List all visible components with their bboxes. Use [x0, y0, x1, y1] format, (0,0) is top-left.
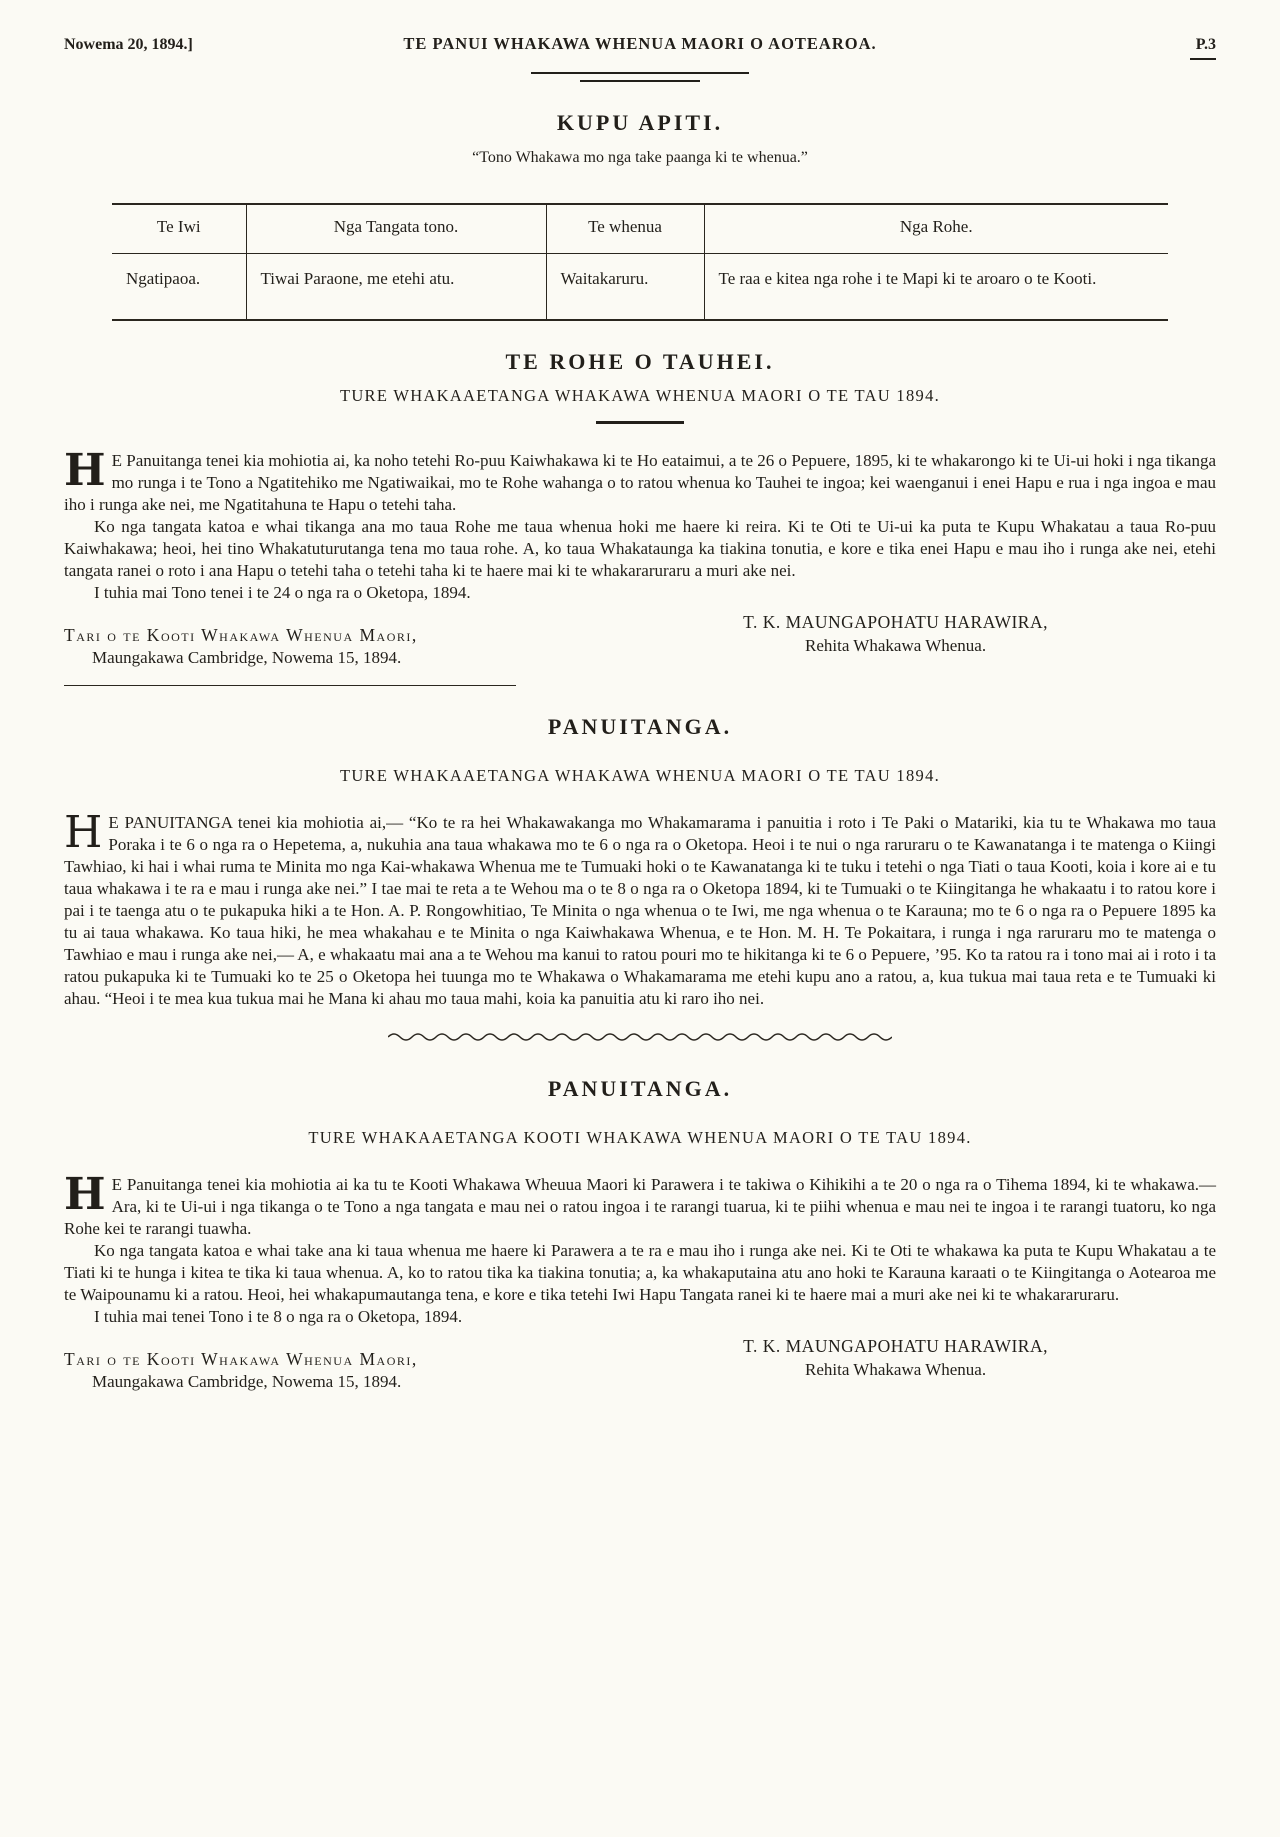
dropcap-initial: H — [64, 1169, 106, 1220]
registrar-signature — [743, 612, 1048, 668]
office-address: Maungakawa Cambridge, Nowema 15, 1894. — [92, 648, 402, 667]
masthead — [64, 34, 1216, 60]
section-kupu-apiti — [64, 110, 1216, 321]
paragraph: Ko nga tangata katoa e whai tikanga ana mo taua Rohe me taua whenua hoki me haere ki reira. Ki te Oti te Ui-ui ka puta te Kupu Whakatau a taua Ro-puu Kaiwhakawa; heoi, hei tino Whakatuturutanga tena mo taua rohe. A, ko taua Whakataunga ka tiakina tonutia, e kore e tika enei Hapu e mau iho i runga ake nei, etehi tangata ranei o roto i ana Hapu o tetehi taha o tetehi taha ki te haere mai ki te whakararuraru a muri ake nei. — [64, 517, 1216, 580]
date-line: I tuhia mai Tono tenei i te 24 o nga ra o Oketopa, 1894. — [94, 583, 471, 602]
wavy-divider-svg — [388, 1030, 892, 1043]
table-header-row — [112, 204, 1168, 254]
section-subtitle: TURE WHAKAAETANGA KOOTI WHAKAWA WHENUA MAORI O TE TAU 1894. — [308, 1128, 972, 1147]
issue-date: Nowema 20, 1894.] — [64, 36, 193, 53]
section-subtitle: TURE WHAKAAETANGA WHAKAWA WHENUA MAORI O TE TAU 1894. — [339, 386, 941, 405]
dropcap-initial: H — [64, 807, 103, 858]
column-header-tangata: Nga Tangata tono. — [246, 204, 546, 254]
wavy-divider — [64, 1030, 1216, 1048]
cell-iwi: Ngatipaoa. — [126, 269, 201, 288]
section-divider-rule — [64, 685, 516, 686]
page-number-block — [986, 36, 1216, 60]
paragraph — [64, 445, 1216, 516]
notice-body — [64, 445, 1216, 604]
subtitle-rule — [596, 421, 684, 424]
paragraph-text: E PANUITANGA tenei kia mohiotia ai,— “Ko te ra hei Whakawakanga mo Whakamarama i panuitia i roto i Te Paki o Matariki, kia tu te Whakawa mo taua Poraka i te 6 o nga ra o Hepetema, a, nukuhia ana taua whakawa mo te 6 o nga ra o Oketopa. Heoi i te nui o nga raruraru o te Kawanatanga i te matenga o Kiingi Tawhiao, ki hai i whai ruma te Minita mo nga Kai-whakawa Whenua me te Tumuaki hoki o te Kawanatanga ki te tuku i tetehi o nga Tiati o taua Kooti, koia i kore ai e tu taua whakawa i te ra e mau i runga ake nei.” I tae mai te reta a te Wehou ma o te 8 o nga ra o Oketopa 1894, ki te Tumuaki o te Kiingitanga he whakaatu i to ratou kore i pai i te taenga atu o te pukapuka hiki a te Hon. A. P. Rongowhitiao, Te Minita o nga whenua o te Iwi, me nga whenua o te Karauna; mo te 6 o nga ra o Pepuere 1895 ka tu ai taua whakawa. Ko taua hiki, he mea whakahau e te Minita o nga Kaiwhakawa Whenua, e te Hon. M. H. Te Pokaitara, i runga i nga raruraru mo te matenga o Tawhiao e mau i runga ake nei,— A, e whakaatu mai ana a te Wehou ma kanui to ratou pouri mo te hikitanga ki te 6 o Pepuere, ’95. Ko ta ratou ra i tono mai ai i roto i ta ratou pukapuka ki te Tumuaki ko te 25 o Oketopa hei tuunga mo te Whakawa o Whakamarama me etehi kupu ano a ratou, a, kua tukua mai taua reta e te Tumuaki ki ahau. “Heoi i te mea kua tukua mai he Mana ki ahau mo taua mahi, koia ka panuitia atu ki raro iho nei. — [64, 813, 1216, 1008]
paragraph — [64, 807, 1216, 1010]
paragraph — [64, 1169, 1216, 1240]
divider-rule-long — [531, 72, 749, 74]
column-header-rohe: Nga Rohe. — [704, 204, 1168, 254]
column-header-iwi: Te Iwi — [112, 204, 246, 254]
signature-block — [64, 612, 1216, 668]
gazette-title: TE PANUI WHAKAWA WHENUA MAORI O AOTEAROA. — [403, 34, 877, 53]
section-title: KUPU APITI. — [556, 110, 724, 135]
date-line: I tuhia mai tenei Tono i te 8 o nga ra o Oketopa, 1894. — [94, 1307, 463, 1326]
dropcap-initial: H — [64, 445, 106, 496]
table-row — [112, 254, 1168, 321]
office-address: Maungakawa Cambridge, Nowema 15, 1894. — [92, 1372, 402, 1391]
divider-rule-short — [580, 80, 700, 82]
masthead-divider — [64, 72, 1216, 82]
section-tauhei — [64, 349, 1216, 668]
section-title: PANUITANGA. — [547, 1076, 733, 1101]
signature-block — [64, 1336, 1216, 1392]
paragraph: Ko nga tangata katoa e whai take ana ki taua whenua me haere ki Parawera a te ra e mau iho i runga ake nei. Ki te Oti te whakawa ka puta te Kupu Whakatau a te Tiati ki te hunga i kitea te tika ki taua whenua. A, ko to ratou tika ka tiakina tonutia; a, ka whakaputaina atu ano hoki te Karauna karaati o te Kiingitanga o Aotearoa me te Waipounamu ki a ratou. Heoi, hei whakapumautanga tena, e kore e tika tetehi Iwi Hapu Tangata ranei ki te haere mai a muri ake nei ki te whakararuraru. — [64, 1241, 1216, 1304]
column-header-whenua: Te whenua — [546, 204, 704, 254]
office-block — [64, 1336, 418, 1392]
section-subtitle: TURE WHAKAAETANGA WHAKAWA WHENUA MAORI O TE TAU 1894. — [339, 766, 941, 785]
notice-body — [64, 1169, 1216, 1328]
section-panuitanga-2 — [64, 1076, 1216, 1392]
signature-name: T. K. MAUNGAPOHATU HARAWIRA, — [743, 612, 1048, 632]
office-block — [64, 612, 418, 668]
cell-tangata: Tiwai Paraone, me etehi atu. — [246, 254, 546, 321]
paragraph-text: E Panuitanga tenei kia mohiotia ai ka tu te Kooti Whakawa Wheuua Maori ki Parawera i te takiwa o Kihikihi a te 20 o nga ra o Tihema 1894, ki te whakawa.— Ara, ki te Ui-ui i nga tikanga o te Tono a nga tangata e mau nei o ratou ingoa i te rarangi tuarua, ki te piihi whenua e mau nei te ingoa i te rarangi tuatoru, ko nga Rohe kei te rarangi tuawha. — [64, 1175, 1216, 1238]
claims-table — [112, 203, 1168, 321]
section-title: TE ROHE O TAUHEI. — [505, 349, 775, 374]
page-number-rule — [1190, 58, 1216, 60]
notice-body — [64, 807, 1216, 1010]
section-panuitanga-1 — [64, 714, 1216, 1010]
signature-role: Rehita Whakawa Whenua. — [804, 636, 987, 655]
section-quote: “Tono Whakawa mo nga take paanga ki te whenua.” — [472, 149, 808, 166]
page-number: P.3 — [1195, 36, 1216, 53]
signature-name: T. K. MAUNGAPOHATU HARAWIRA, — [743, 1336, 1048, 1356]
cell-rohe: Te raa e kitea nga rohe i te Mapi ki te aroaro o te Kooti. — [704, 254, 1168, 321]
office-name: Tari o te Kooti Whakawa Whenua Maori, — [64, 1349, 418, 1369]
wavy-divider-path — [388, 1034, 892, 1040]
paragraph-text: E Panuitanga tenei kia mohiotia ai, ka noho tetehi Ro-puu Kaiwhakawa ki te Ho eataimui, a te 26 o Pepuere, 1895, ki te whakarongo ki te Ui-ui hoki i nga tikanga mo runga i te Tono a Ngatitehiko me Ngatiwaikai, mo te Rohe wahanga o to ratou whenua ko Tauhei te ingoa; kei waenganui i enei Hapu e rua i nga ingoa e mau iho i runga ake nei, me Ngatitahuna te Hapu o tetehi taha. — [64, 451, 1216, 514]
office-name: Tari o te Kooti Whakawa Whenua Maori, — [64, 625, 418, 645]
signature-role: Rehita Whakawa Whenua. — [804, 1360, 987, 1379]
section-title: PANUITANGA. — [547, 714, 733, 739]
registrar-signature — [743, 1336, 1048, 1392]
cell-whenua: Waitakaruru. — [546, 254, 704, 321]
